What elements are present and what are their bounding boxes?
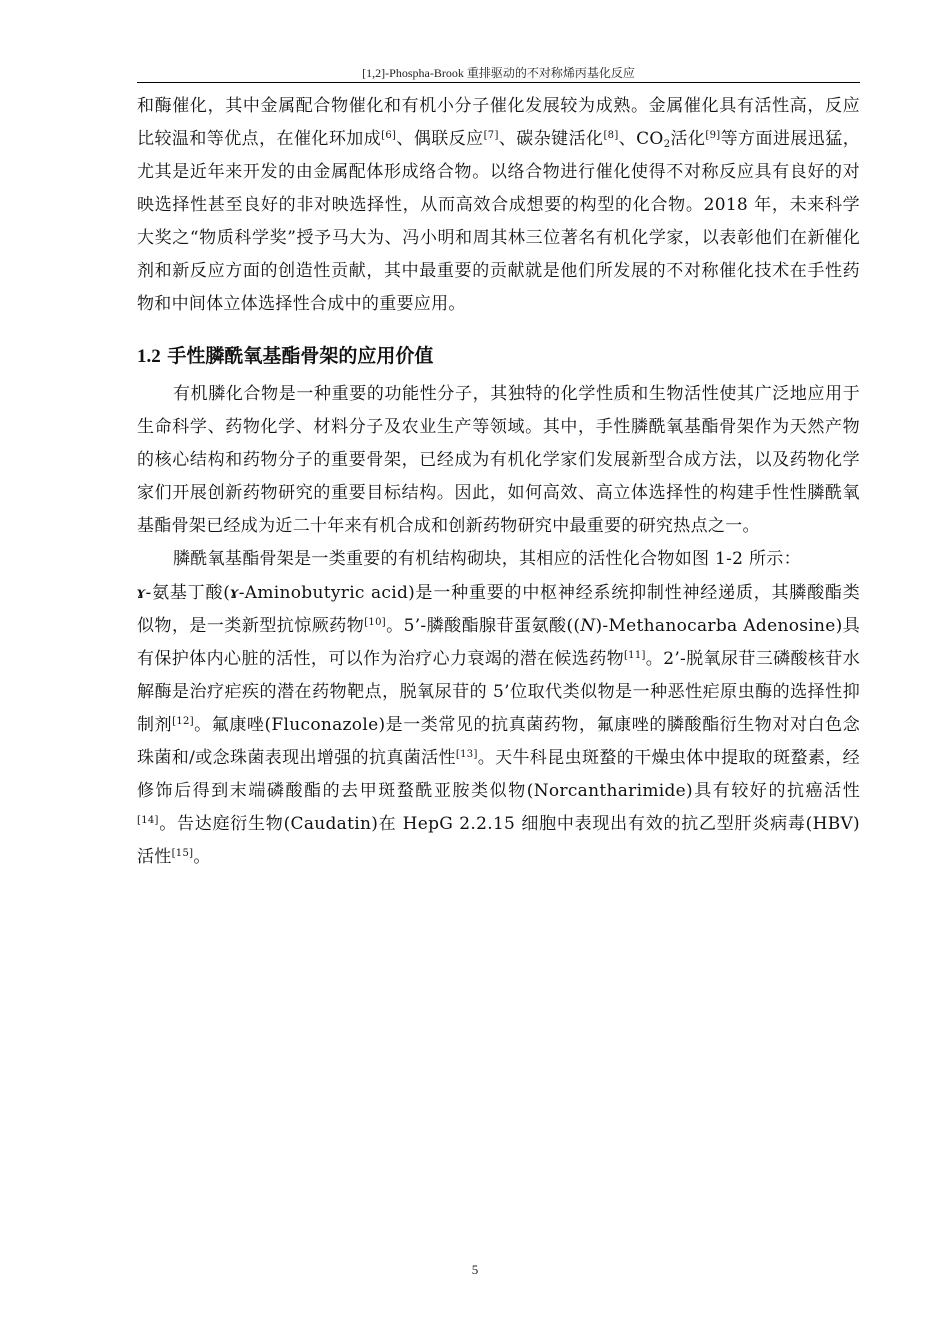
section-heading — [137, 337, 860, 376]
subscript-2: 2 — [663, 139, 671, 150]
running-header: [1,2]-Phospha-Brook 重排驱动的不对称烯丙基化反应 — [362, 66, 635, 80]
citation-10: [10] — [364, 617, 386, 628]
citation-12: [12] — [172, 716, 194, 727]
paragraph-catalysis — [137, 90, 860, 321]
section-title: 手性膦酰氧基酯骨架的应用价值 — [167, 345, 434, 367]
text-run: 活化 — [670, 129, 706, 149]
citation-11: [11] — [623, 650, 646, 661]
header-rule — [137, 82, 860, 83]
gamma-symbol: ɤ — [137, 582, 146, 602]
text-run: 膦酰氧基酯骨架是一类重要的有机结构砌块，其相应的活性化合物如图 1-2 所示： — [173, 549, 801, 569]
gamma-symbol: ɤ — [230, 582, 239, 602]
page-number: 5 — [471, 1262, 479, 1277]
section-number: 1.2 — [137, 346, 161, 367]
text-run: 。2’-脱氧尿苷三磷酸核苷水解酶是治疗疟疾的潜在药物靶点，脱氧尿苷的 5’位取代类似物是一种恶性疟原虫酶的选择性抑制剂 — [137, 649, 860, 735]
text-run: 。告达庭衍生物(Caudatin)在 HepG 2.2.15 细胞中表现出有效的抗乙型肝炎病毒(HBV)活性 — [137, 814, 860, 867]
text-run: 和酶催化，其中金属配合物催化和有机小分子催化发展较为成熟。金属催化具有活性高，反应比较温和等优点，在催化环加成 — [137, 96, 860, 149]
paragraph-bioactive-compounds — [137, 543, 860, 874]
text-run: -Aminobutyric acid)是一种重要的中枢神经系统抑制性神经递质，其膦酸酯类似物，是一类新型抗惊厥药物 — [137, 583, 860, 636]
text-run: 。5’-膦酸酯腺苷蛋氨酸(( — [385, 616, 581, 636]
text-run: -氨基丁酸( — [145, 583, 231, 603]
citation-7: [7] — [483, 130, 499, 141]
paragraph-organophosphorus: 有机膦化合物是一种重要的功能性分子，其独特的化学性质和生物活性使其广泛地应用于生命科学、药物化学、材料分子及农业生产等领域。其中，手性膦酰氧基酯骨架作为天然产物的核心结构和药物分子的重要骨架，已经成为有机化学家们发展新型合成方法，以及药物化学家们开展创新药物研究的重要目标结构。因此，如何高效、高立体选择性的构建手性性膦酰氧基酯骨架已经成为近二十年来有机合成和创新药物研究中最重要的研究热点之一。 — [137, 384, 860, 536]
text-run: 。氟康唑(Fluconazole)是一类常见的抗真菌药物，氟康唑的膦酸酯衍生物对对白色念珠菌和/或念珠菌表现出增强的抗真菌活性 — [137, 715, 860, 768]
citation-14: [14] — [137, 815, 159, 826]
text-run: 、偶联反应 — [396, 129, 484, 149]
text-run: 、CO — [618, 129, 664, 149]
text-run: 。 — [193, 847, 211, 867]
text-run: 、碳杂键活化 — [498, 129, 604, 149]
citation-8: [8] — [603, 130, 619, 141]
page-body — [137, 90, 860, 874]
citation-15: [15] — [171, 848, 194, 859]
citation-9: [9] — [705, 130, 721, 141]
text-run: 。天牛科昆虫斑蝥的干燥虫体中提取的斑蝥素，经修饰后得到末端磷酸酯的去甲斑蝥酰亚胺类似物(Norcantharimide)具有较好的抗癌活性 — [137, 748, 860, 801]
italic-n: N — [580, 616, 596, 636]
text-run: )-Methanocarba Adenosine)具有保护体内心脏的活性，可以作为治疗心力衰竭的潜在候选药物 — [137, 616, 861, 669]
text-run: 等方面进展迅猛，尤其是近年来开发的由金属配体形成络合物。以络合物进行催化使得不对称反应具有良好的对映选择性甚至良好的非对映选择性，从而高效合成想要的构型的化合物。2018 年，未来科学大奖之“物质科学奖”授予马大为、冯小明和周其林三位著名有机化学家，以表彰他们在新催化剂和新反应方面的创造性贡献，其中最重要的贡献就是他们所发展的不对称催化技术在手性药物和中间体立体选择性合成中的重要应用。 — [137, 129, 860, 314]
citation-6: [6] — [381, 130, 397, 141]
citation-13: [13] — [455, 749, 478, 760]
